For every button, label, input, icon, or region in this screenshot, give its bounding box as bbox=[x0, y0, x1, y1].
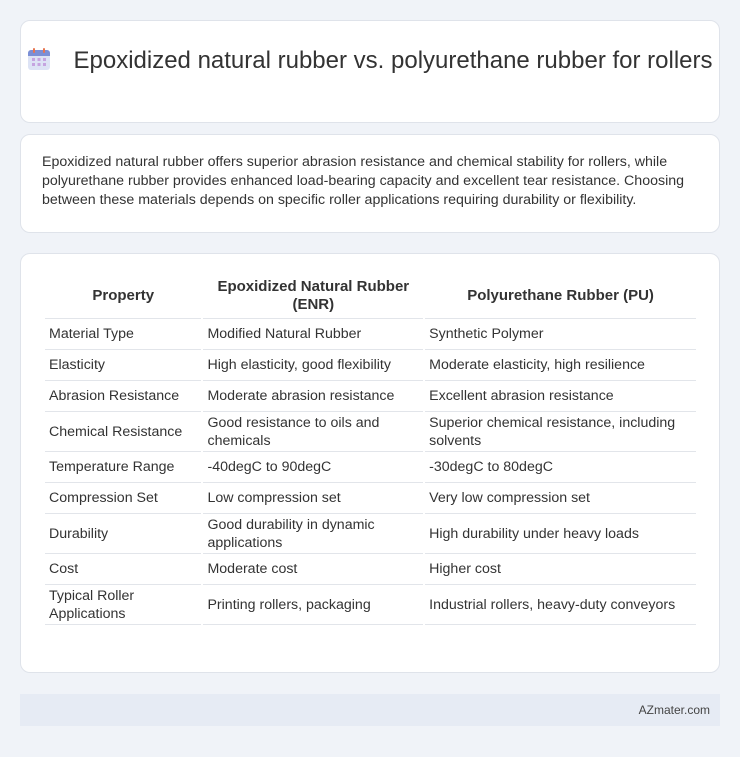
summary-card bbox=[20, 134, 720, 233]
table-row bbox=[45, 585, 696, 625]
table-row bbox=[45, 381, 696, 412]
enr-cell: Moderate abrasion resistance bbox=[203, 381, 423, 412]
property-cell: Compression Set bbox=[45, 483, 201, 514]
enr-cell: -40degC to 90degC bbox=[203, 452, 423, 483]
property-cell: Abrasion Resistance bbox=[45, 381, 201, 412]
footer-source[interactable]: AZmater.com bbox=[638, 703, 710, 717]
property-cell: Cost bbox=[45, 554, 201, 585]
enr-cell: Good resistance to oils and chemicals bbox=[203, 412, 423, 452]
table-row bbox=[45, 514, 696, 554]
table-row bbox=[45, 554, 696, 585]
enr-cell: Moderate cost bbox=[203, 554, 423, 585]
property-cell: Temperature Range bbox=[45, 452, 201, 483]
pu-cell: Industrial rollers, heavy-duty conveyors bbox=[425, 585, 696, 625]
pu-cell: Superior chemical resistance, including solvents bbox=[425, 412, 696, 452]
title-card bbox=[20, 20, 720, 123]
table-header-row bbox=[45, 276, 696, 319]
header-enr: Epoxidized Natural Rubber (ENR) bbox=[203, 276, 423, 319]
pu-cell: Moderate elasticity, high resilience bbox=[425, 350, 696, 381]
property-cell: Typical Roller Applications bbox=[45, 585, 201, 625]
header-pu: Polyurethane Rubber (PU) bbox=[425, 276, 696, 319]
summary-text: Epoxidized natural rubber offers superior abrasion resistance and chemical stability for rollers, while polyurethane rubber provides enhanced load-bearing capacity and excellent tear resistance. Choosing between these materials depends on specific roller applications requiring durability or flexibility. bbox=[42, 154, 684, 208]
pu-cell: Synthetic Polymer bbox=[425, 319, 696, 350]
pu-cell: Very low compression set bbox=[425, 483, 696, 514]
table-row bbox=[45, 350, 696, 381]
header-property: Property bbox=[45, 276, 201, 319]
pu-cell: -30degC to 80degC bbox=[425, 452, 696, 483]
pu-cell: Higher cost bbox=[425, 554, 696, 585]
enr-cell: Good durability in dynamic applications bbox=[203, 514, 423, 554]
calendar-icon bbox=[27, 47, 51, 71]
table-row bbox=[45, 452, 696, 483]
property-cell: Material Type bbox=[45, 319, 201, 350]
pu-cell: High durability under heavy loads bbox=[425, 514, 696, 554]
footer bbox=[20, 694, 720, 726]
comparison-card bbox=[20, 253, 720, 673]
table-row bbox=[45, 483, 696, 514]
property-cell: Chemical Resistance bbox=[45, 412, 201, 452]
enr-cell: Printing rollers, packaging bbox=[203, 585, 423, 625]
property-cell: Elasticity bbox=[45, 350, 201, 381]
property-cell: Durability bbox=[45, 514, 201, 554]
page-title: Epoxidized natural rubber vs. polyurethane rubber for rollers bbox=[73, 47, 713, 74]
enr-cell: High elasticity, good flexibility bbox=[203, 350, 423, 381]
table-row bbox=[45, 319, 696, 350]
enr-cell: Low compression set bbox=[203, 483, 423, 514]
pu-cell: Excellent abrasion resistance bbox=[425, 381, 696, 412]
table-row bbox=[45, 412, 696, 452]
comparison-table bbox=[43, 276, 698, 625]
enr-cell: Modified Natural Rubber bbox=[203, 319, 423, 350]
title-row bbox=[21, 46, 719, 75]
